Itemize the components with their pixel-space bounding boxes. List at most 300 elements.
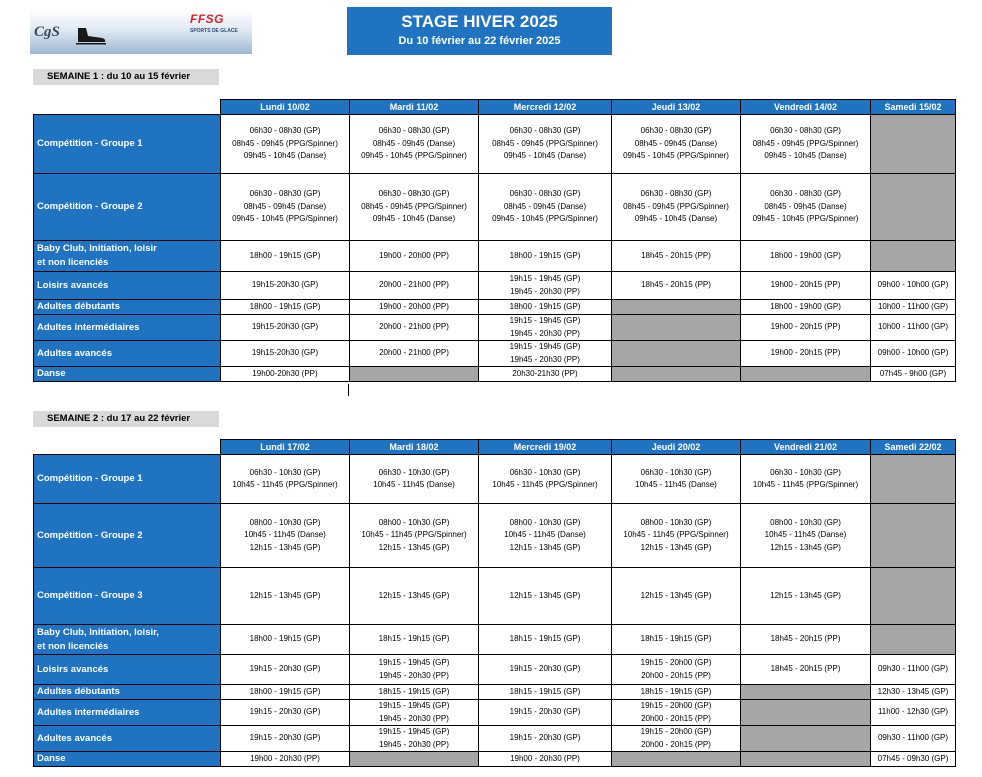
row-label — [34, 174, 221, 241]
time-slot: 09h45 - 10h45 (Danse) — [764, 151, 847, 161]
schedule-cell — [221, 315, 350, 341]
empty-cell — [871, 115, 956, 174]
day-header: Mercredi 19/02 — [479, 440, 612, 455]
schedule-cell — [479, 726, 612, 752]
schedule-cell — [612, 455, 741, 504]
time-slot: 10h45 - 11h45 (Danse) — [764, 530, 847, 540]
schedule-cell — [221, 752, 350, 767]
schedule-cell — [871, 700, 956, 726]
time-slot: 19h00 - 20h30 (PP) — [250, 753, 320, 763]
week1-label: SEMAINE 1 : du 10 au 15 février — [33, 69, 219, 85]
schedule-cell — [221, 625, 350, 655]
row-label-line: Adultes intermédiaires — [37, 706, 140, 718]
schedule-cell — [479, 504, 612, 568]
time-slot: 06h30 - 08h30 (GP) — [640, 126, 712, 136]
schedule-cell — [221, 241, 350, 272]
time-slot: 06h30 - 08h30 (GP) — [378, 126, 450, 136]
time-slot: 19h00 - 20h00 (PP) — [379, 250, 449, 260]
schedule-cell — [479, 315, 612, 341]
time-slot: 08h45 - 09h45 (Danse) — [243, 201, 327, 211]
day-header: Mardi 11/02 — [350, 100, 479, 115]
time-slot: 12h15 - 13h45 (GP) — [770, 542, 841, 552]
page-title: STAGE HIVER 2025 — [401, 12, 558, 31]
time-slot: 10h45 - 11h45 (PPG/Spinner) — [752, 480, 859, 489]
time-slot: 06h30 - 08h30 (GP) — [509, 189, 581, 199]
table-row — [34, 272, 956, 300]
table-row — [34, 174, 956, 241]
time-slot: 10h45 - 11h45 (Danse) — [504, 530, 586, 540]
row-label-line: et non licenciés — [37, 257, 109, 268]
time-slot: 09h45 - 10h45 (PPG/Spinner) — [232, 214, 338, 224]
time-slot: 19h00 - 20h30 (PP) — [510, 753, 580, 763]
time-slot: 18h00 - 19h00 (GP) — [770, 250, 841, 260]
time-slot: 09h45 - 10h45 (PPG/Spinner) — [623, 151, 729, 161]
empty-cell — [741, 367, 871, 382]
time-slot: 07h45 - 9h00 (GP) — [879, 368, 947, 378]
time-slot: 09h45 - 10h45 (PPG/Spinner) — [492, 214, 598, 224]
ffsg-logo-text: FFSG — [190, 12, 224, 26]
time-slot: 19h15 - 20h00 (GP) — [640, 658, 712, 667]
day-header: Lundi 17/02 — [221, 440, 350, 455]
schedule-cell — [479, 655, 612, 685]
time-slot: 10h00 - 11h00 (GP) — [877, 301, 949, 311]
row-label-line: Danse — [37, 368, 66, 379]
time-slot: 20h00 - 21h00 (PP) — [379, 322, 449, 332]
table-row — [34, 241, 956, 272]
schedule-cell — [612, 504, 741, 568]
schedule-cell — [871, 272, 956, 300]
row-label-line: Compétition - Groupe 2 — [37, 529, 143, 541]
week2-label: SEMAINE 2 : du 17 au 22 février — [33, 411, 219, 427]
schedule-cell — [479, 625, 612, 655]
time-slot: 08h00 - 10h30 (GP) — [770, 517, 841, 527]
ffsg-logo-subtext: SPORTS DE GLACE — [190, 28, 238, 34]
time-slot: 12h15 - 13h45 (GP) — [640, 590, 712, 600]
schedule-cell — [741, 504, 871, 568]
time-slot: 06h30 - 10h30 (GP) — [378, 467, 450, 477]
day-header: Samedi 15/02 — [871, 100, 956, 115]
schedule-cell — [350, 241, 479, 272]
table-corner — [34, 100, 221, 115]
schedule-cell — [221, 341, 350, 367]
time-slot: 06h30 - 10h30 (GP) — [640, 467, 712, 477]
row-label-line: Adultes avancés — [37, 347, 112, 359]
empty-cell — [741, 700, 871, 726]
schedule-cell — [741, 315, 871, 341]
time-slot: 07h45 - 09h30 (GP) — [877, 753, 949, 763]
schedule-cell — [350, 115, 479, 174]
time-slot: 18h45 - 20h15 (PP) — [770, 664, 841, 674]
time-slot: 18h00 - 19h15 (GP) — [509, 301, 581, 311]
row-label — [34, 726, 221, 752]
empty-cell — [612, 315, 741, 341]
schedule-cell — [479, 174, 612, 241]
empty-cell — [741, 752, 871, 767]
time-slot: 08h45 - 09h45 (PPG/Spinner) — [752, 138, 859, 148]
schedule-cell — [612, 700, 741, 726]
time-slot: 12h15 - 13h45 (GP) — [509, 542, 581, 552]
schedule-cell — [612, 625, 741, 655]
schedule-cell — [350, 300, 479, 315]
schedule-cell — [350, 315, 479, 341]
schedule-cell — [350, 568, 479, 625]
row-label — [34, 504, 221, 568]
time-slot: 06h30 - 08h30 (GP) — [378, 189, 450, 199]
time-slot: 20h00 - 20h15 (PP) — [641, 670, 711, 680]
time-slot: 10h45 - 11h45 (PPG/Spinner) — [361, 530, 467, 540]
table-row — [34, 726, 956, 752]
time-slot: 12h15 - 13h45 (GP) — [770, 590, 841, 600]
schedule-cell — [612, 174, 741, 241]
time-slot: 08h45 - 09h45 (PPG/Spinner) — [623, 201, 729, 211]
schedule-cell — [221, 726, 350, 752]
time-slot: 19h15 - 20h30 (GP) — [249, 707, 321, 717]
week1-schedule-table — [33, 99, 956, 382]
table-corner — [34, 440, 221, 455]
table-row — [34, 625, 956, 655]
row-label — [34, 625, 221, 655]
time-slot: 08h45 - 09h45 (Danse) — [764, 201, 847, 211]
day-header: Mercredi 12/02 — [479, 100, 612, 115]
time-slot: 19h15-20h30 (GP) — [251, 322, 319, 332]
schedule-cell — [350, 504, 479, 568]
time-slot: 08h00 - 10h30 (GP) — [378, 517, 450, 527]
time-slot: 11h00 - 12h30 (GP) — [877, 707, 949, 717]
row-label — [34, 367, 221, 382]
empty-cell — [741, 685, 871, 700]
day-header: Jeudi 20/02 — [612, 440, 741, 455]
schedule-cell — [221, 455, 350, 504]
table-row — [34, 367, 956, 382]
schedule-cell — [350, 455, 479, 504]
time-slot: 06h30 - 10h30 (GP) — [249, 467, 321, 477]
row-label-line: Compétition - Groupe 1 — [37, 138, 143, 149]
time-slot: 20h30-21h30 (PP) — [512, 368, 578, 378]
empty-cell — [871, 174, 956, 241]
row-label — [34, 455, 221, 504]
time-slot: 19h45 - 20h30 (PP) — [379, 713, 449, 723]
table-row — [34, 655, 956, 685]
row-label — [34, 272, 221, 300]
schedule-cell — [741, 625, 871, 655]
row-label-line: Adultes débutants — [37, 686, 120, 697]
time-slot: 10h45 - 11h45 (PPG/Spinner) — [492, 480, 598, 489]
row-label — [34, 341, 221, 367]
time-slot: 12h15 - 13h45 (GP) — [378, 590, 450, 600]
row-label-line: Baby Club, Initiation, loisir — [37, 243, 157, 254]
schedule-cell — [871, 685, 956, 700]
schedule-cell — [221, 272, 350, 300]
time-slot: 12h15 - 13h45 (GP) — [509, 590, 581, 600]
empty-cell — [612, 752, 741, 767]
time-slot: 06h30 - 08h30 (GP) — [249, 189, 321, 199]
row-label — [34, 115, 221, 174]
time-slot: 18h45 - 20h15 (PP) — [770, 634, 841, 644]
table-row — [34, 455, 956, 504]
schedule-cell — [871, 315, 956, 341]
schedule-cell — [350, 174, 479, 241]
time-slot: 18h15 - 19h15 (GP) — [378, 634, 450, 644]
time-slot: 06h30 - 08h30 (GP) — [509, 126, 581, 136]
time-slot: 19h15 - 19h45 (GP) — [509, 342, 581, 351]
schedule-cell — [741, 341, 871, 367]
schedule-cell — [871, 367, 956, 382]
schedule-cell — [479, 241, 612, 272]
time-slot: 09h00 - 10h00 (GP) — [877, 280, 949, 290]
time-slot: 06h30 - 10h30 (GP) — [509, 467, 581, 477]
time-slot: 19h15-20h30 (GP) — [251, 280, 319, 290]
day-header: Jeudi 13/02 — [612, 100, 741, 115]
time-slot: 18h00 - 19h15 (GP) — [509, 250, 581, 260]
table-row — [34, 115, 956, 174]
time-slot: 18h45 - 20h15 (PP) — [641, 250, 711, 260]
schedule-cell — [479, 700, 612, 726]
time-slot: 20h00 - 20h15 (PP) — [641, 739, 711, 749]
page-subtitle: Du 10 février au 22 février 2025 — [398, 35, 561, 47]
schedule-cell — [741, 455, 871, 504]
schedule-cell — [741, 655, 871, 685]
time-slot: 10h45 - 11h45 (PPG/Spinner) — [232, 480, 338, 489]
table-row — [34, 341, 956, 367]
schedule-cell — [221, 174, 350, 241]
time-slot: 19h15 - 20h30 (GP) — [249, 664, 321, 674]
schedule-cell — [612, 685, 741, 700]
empty-cell — [612, 367, 741, 382]
row-label — [34, 700, 221, 726]
schedule-cell — [221, 700, 350, 726]
empty-cell — [871, 625, 956, 655]
row-label — [34, 315, 221, 341]
skate-icon — [74, 26, 108, 46]
time-slot: 09h30 - 11h00 (GP) — [877, 733, 949, 743]
time-slot: 18h00 - 19h00 (GP) — [770, 301, 841, 311]
schedule-cell — [871, 341, 956, 367]
row-label-line: Loisirs avancés — [37, 279, 109, 291]
schedule-cell — [221, 115, 350, 174]
row-label — [34, 685, 221, 700]
time-slot: 19h45 - 20h30 (PP) — [379, 670, 449, 680]
empty-cell — [871, 568, 956, 625]
time-slot: 18h15 - 19h15 (GP) — [640, 634, 712, 644]
table-row — [34, 300, 956, 315]
schedule-cell — [612, 655, 741, 685]
time-slot: 18h00 - 19h15 (GP) — [249, 686, 321, 696]
time-slot: 10h45 - 11h45 (Danse) — [244, 530, 326, 540]
schedule-cell — [350, 700, 479, 726]
schedule-cell — [221, 367, 350, 382]
time-slot: 08h45 - 09h45 (PPG/Spinner) — [361, 201, 467, 211]
schedule-cell — [741, 568, 871, 625]
time-slot: 19h45 - 20h30 (PP) — [510, 328, 580, 338]
time-slot: 18h15 - 19h15 (GP) — [509, 686, 581, 696]
time-slot: 12h15 - 13h45 (GP) — [378, 542, 450, 552]
schedule-cell — [741, 174, 871, 241]
time-slot: 19h15 - 19h45 (GP) — [378, 727, 450, 736]
day-header: Vendredi 21/02 — [741, 440, 871, 455]
table-row — [34, 568, 956, 625]
time-slot: 20h00 - 21h00 (PP) — [379, 280, 449, 290]
schedule-cell — [479, 367, 612, 382]
time-slot: 09h45 - 10h45 (PPG/Spinner) — [361, 151, 467, 161]
schedule-cell — [612, 726, 741, 752]
time-slot: 08h00 - 10h30 (GP) — [640, 517, 712, 527]
time-slot: 09h45 - 10h45 (PPG/Spinner) — [752, 214, 859, 224]
time-slot: 18h00 - 19h15 (GP) — [249, 301, 321, 311]
week2-schedule-table — [33, 439, 956, 767]
time-slot: 19h15 - 19h45 (GP) — [509, 274, 581, 283]
table-row — [34, 504, 956, 568]
time-slot: 08h45 - 09h45 (Danse) — [634, 138, 718, 148]
schedule-cell — [350, 685, 479, 700]
time-slot: 06h30 - 08h30 (GP) — [640, 189, 712, 199]
row-label-line: Adultes débutants — [37, 301, 120, 312]
schedule-cell — [221, 300, 350, 315]
schedule-cell — [479, 568, 612, 625]
time-slot: 19h15 - 20h30 (GP) — [249, 733, 321, 743]
table-row — [34, 700, 956, 726]
time-slot: 10h00 - 11h00 (GP) — [877, 322, 949, 332]
day-header: Samedi 22/02 — [871, 440, 956, 455]
time-slot: 19h15 - 19h45 (GP) — [378, 701, 450, 710]
table-row — [34, 315, 956, 341]
time-slot: 08h45 - 09h45 (Danse) — [372, 138, 456, 148]
row-label-line: Adultes avancés — [37, 732, 112, 744]
time-slot: 10h45 - 11h45 (Danse) — [373, 480, 455, 489]
time-slot: 18h00 - 19h15 (GP) — [249, 250, 321, 260]
schedule-cell — [741, 115, 871, 174]
schedule-cell — [871, 752, 956, 767]
time-slot: 19h00 - 20h15 (PP) — [770, 348, 841, 358]
row-label — [34, 568, 221, 625]
row-label — [34, 752, 221, 767]
schedule-cell — [221, 568, 350, 625]
header-logos — [30, 10, 252, 54]
time-slot: 09h00 - 10h00 (GP) — [877, 348, 949, 358]
empty-cell — [741, 726, 871, 752]
schedule-cell — [479, 272, 612, 300]
schedule-cell — [612, 241, 741, 272]
schedule-cell — [221, 685, 350, 700]
schedule-cell — [350, 655, 479, 685]
row-label — [34, 300, 221, 315]
schedule-cell — [741, 300, 871, 315]
time-slot: 19h15 - 19h45 (GP) — [509, 316, 581, 325]
time-slot: 12h15 - 13h45 (GP) — [249, 590, 321, 600]
time-slot: 18h15 - 19h15 (GP) — [509, 634, 581, 644]
time-slot: 09h45 - 10h45 (Danse) — [503, 151, 587, 161]
row-label-line: Compétition - Groupe 3 — [37, 590, 143, 601]
row-label-line: Baby Club, Initiation, loisir, — [37, 626, 159, 638]
time-slot: 19h15 - 20h00 (GP) — [640, 727, 712, 736]
empty-cell — [612, 300, 741, 315]
time-slot: 18h15 - 19h15 (GP) — [378, 686, 450, 696]
time-slot: 08h00 - 10h30 (GP) — [249, 517, 321, 527]
time-slot: 12h30 - 13h45 (GP) — [877, 686, 949, 696]
row-label-line: Compétition - Groupe 1 — [37, 473, 143, 484]
schedule-cell — [221, 504, 350, 568]
time-slot: 06h30 - 08h30 (GP) — [770, 126, 841, 136]
schedule-cell — [479, 685, 612, 700]
row-label-line: Compétition - Groupe 2 — [37, 201, 143, 212]
time-slot: 19h15 - 20h30 (GP) — [509, 707, 581, 717]
time-slot: 19h45 - 20h30 (PP) — [510, 286, 580, 296]
schedule-cell — [871, 300, 956, 315]
row-label — [34, 655, 221, 685]
day-header: Mardi 18/02 — [350, 440, 479, 455]
time-slot: 06h30 - 08h30 (GP) — [249, 126, 321, 136]
empty-cell — [612, 341, 741, 367]
day-header: Lundi 10/02 — [221, 100, 350, 115]
time-slot: 20h00 - 21h00 (PP) — [379, 348, 449, 358]
time-slot: 19h15 - 19h45 (GP) — [378, 658, 450, 667]
club-logo-text: CgS — [34, 24, 60, 40]
time-slot: 08h00 - 10h30 (GP) — [509, 517, 581, 527]
schedule-cell — [479, 300, 612, 315]
time-slot: 19h15 - 20h30 (GP) — [509, 664, 581, 674]
row-label-line: Adultes intermédiaires — [37, 321, 140, 333]
time-slot: 10h45 - 11h45 (Danse) — [635, 480, 717, 489]
time-slot: 12h15 - 13h45 (GP) — [640, 542, 712, 552]
time-slot: 09h45 - 10h45 (Danse) — [243, 151, 327, 161]
empty-cell — [871, 504, 956, 568]
empty-cell — [350, 367, 479, 382]
time-slot: 12h15 - 13h45 (GP) — [249, 542, 321, 552]
schedule-cell — [350, 341, 479, 367]
time-slot: 19h00 - 20h15 (PP) — [770, 322, 841, 332]
empty-cell — [871, 241, 956, 272]
time-slot: 09h30 - 11h00 (GP) — [877, 664, 949, 674]
schedule-cell — [479, 752, 612, 767]
schedule-cell — [612, 115, 741, 174]
time-slot: 10h45 - 11h45 (PPG/Spinner) — [623, 530, 729, 540]
time-slot: 06h30 - 08h30 (GP) — [770, 189, 841, 199]
schedule-cell — [479, 115, 612, 174]
schedule-cell — [350, 726, 479, 752]
row-label-line: Danse — [37, 753, 66, 764]
schedule-cell — [612, 272, 741, 300]
day-header: Vendredi 14/02 — [741, 100, 871, 115]
empty-cell — [871, 455, 956, 504]
schedule-cell — [479, 341, 612, 367]
time-slot: 18h15 - 19h15 (GP) — [640, 686, 712, 696]
time-slot: 19h00-20h30 (PP) — [252, 368, 318, 378]
schedule-cell — [221, 655, 350, 685]
time-slot: 09h45 - 10h45 (Danse) — [634, 214, 718, 224]
time-slot: 19h15-20h30 (GP) — [251, 348, 319, 358]
time-slot: 20h00 - 20h15 (PP) — [641, 713, 711, 723]
title-banner — [347, 7, 612, 55]
time-slot: 19h45 - 20h30 (PP) — [510, 354, 580, 364]
time-slot: 06h30 - 10h30 (GP) — [770, 467, 841, 477]
table-row — [34, 752, 956, 767]
divider-line — [348, 384, 349, 396]
empty-cell — [350, 752, 479, 767]
time-slot: 08h45 - 09h45 (PPG/Spinner) — [492, 138, 598, 148]
schedule-cell — [350, 625, 479, 655]
time-slot: 09h45 - 10h45 (Danse) — [372, 214, 456, 224]
row-label-line: et non licenciés — [37, 640, 109, 652]
time-slot: 19h15 - 20h00 (GP) — [640, 701, 712, 710]
schedule-cell — [612, 568, 741, 625]
time-slot: 08h45 - 09h45 (PPG/Spinner) — [232, 138, 338, 148]
time-slot: 19h00 - 20h15 (PP) — [770, 280, 841, 290]
time-slot: 18h45 - 20h15 (PP) — [641, 280, 711, 290]
schedule-cell — [871, 726, 956, 752]
time-slot: 19h00 - 20h00 (PP) — [379, 301, 449, 311]
schedule-cell — [350, 272, 479, 300]
time-slot: 19h45 - 20h30 (PP) — [379, 739, 449, 749]
table-row — [34, 685, 956, 700]
